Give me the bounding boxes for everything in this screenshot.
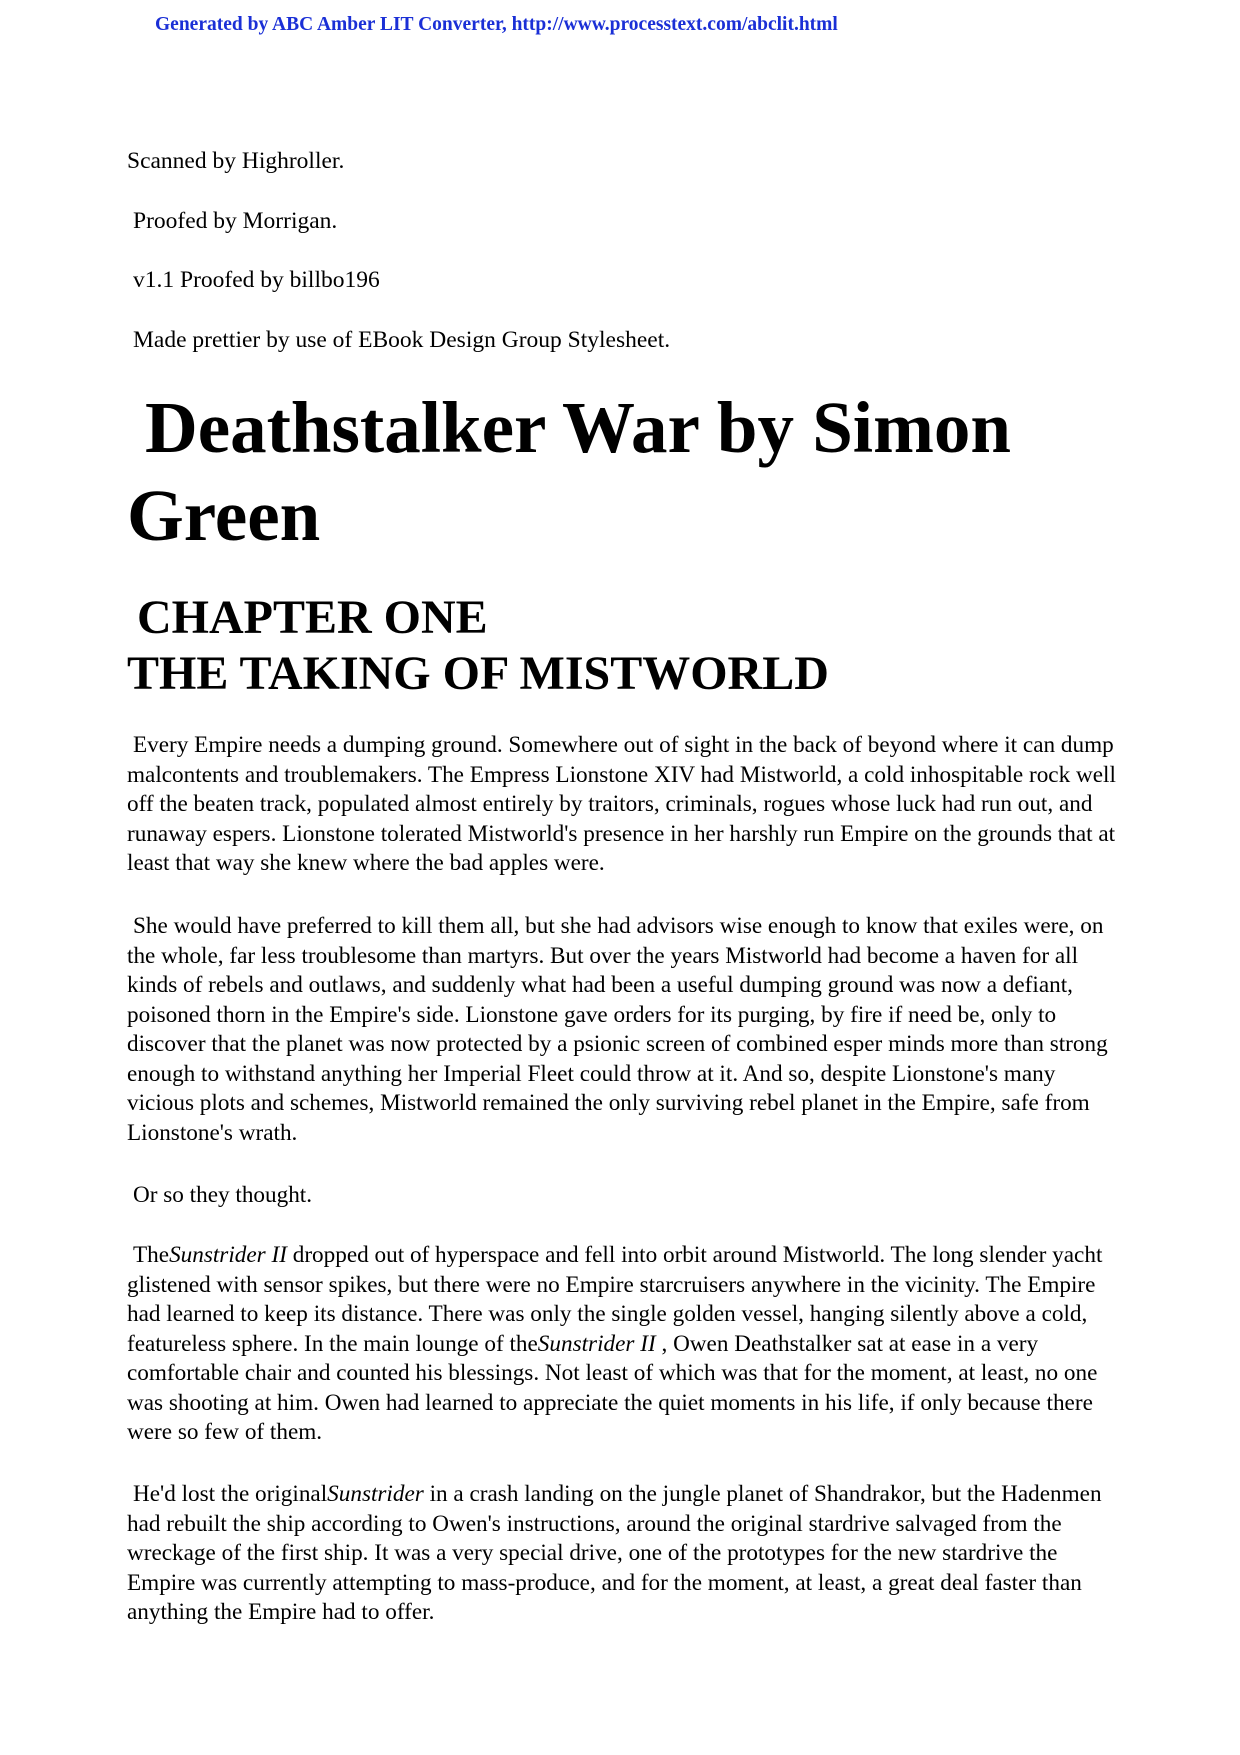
credit-proofed: Proofed by Morrigan. <box>133 208 338 234</box>
chapter-number: CHAPTER ONE <box>137 591 488 644</box>
credit-stylesheet: Made prettier by use of EBook Design Group Stylesheet. <box>133 327 671 353</box>
book-title-line-1: Deathstalker War by Simon <box>145 387 1011 468</box>
ship-name: Sunstrider II <box>169 1242 287 1268</box>
paragraph-4 <box>127 1241 1117 1448</box>
p4-text-3: , Owen Deathstalker sat at ease in a very comfortable chair and counted his blessings. Not least of which was that for the moment, at least, no one was shooting at him. Owen had learned to appreciate the quiet moments in his life, if only because there were so few of them. <box>127 1330 1098 1445</box>
chapter-heading <box>127 590 1127 702</box>
paragraph-5 <box>127 1480 1117 1628</box>
p4-text-2: dropped out of hyperspace and fell into orbit around Mistworld. The long slender yacht glistened with sensor spikes, but there were no Empire starcruisers anywhere in the vicinity. The Empire had learned to keep its distance. There was only the single golden vessel, hanging silently above a cold, featureless sphere. In the main lounge of the <box>127 1242 1103 1357</box>
paragraph-2: She would have preferred to kill them all, but she had advisors wise enough to know that exiles were, on the whole, far less troublesome than martyrs. But over the years Mistworld had become a haven for all kinds of rebels and outlaws, and suddenly what had been a useful dumping ground was now a defiant, poisoned thorn in the Empire's side. Lionstone gave orders for its purging, by fire if need be, only to discover that the planet was now protected by a psionic screen of combined esper minds more than strong enough to withstand anything her Imperial Fleet could throw at it. And so, despite Lionstone's many vicious plots and schemes, Mistworld remained the only surviving rebel planet in the Empire, safe from Lionstone's wrath. <box>127 913 1108 1146</box>
paragraph-1: Every Empire needs a dumping ground. Somewhere out of sight in the back of beyond where it can dump malcontents and troublemakers. The Empress Lionstone XIV had Mistworld, a cold inhospitable rock well off the beaten track, populated almost entirely by traitors, criminals, rogues whose luck had run out, and runaway espers. Lionstone tolerated Mistworld's presence in her harshly run Empire on the grounds that at least that way she knew where the bad apples were. <box>127 732 1116 876</box>
book-title-line-2: Green <box>127 475 321 556</box>
credit-scanned: Scanned by Highroller. <box>127 148 345 174</box>
book-title <box>127 384 1127 560</box>
ship-name: Sunstrider <box>327 1481 424 1507</box>
credit-v11: v1.1 Proofed by billbo196 <box>133 267 380 293</box>
p5-text-1: He'd lost the original <box>133 1481 328 1507</box>
p4-text-1: The <box>133 1242 170 1268</box>
ship-name: Sunstrider II <box>537 1330 656 1357</box>
p5-text-2: in a crash landing on the jungle planet of Shandrakor, but the Hadenmen had rebuilt the ship according to Owen's instructions, around the original stardrive salvaged from the wreckage of the first ship. It was a very special drive, one of the prototypes for the new stardrive the Empire was currently attempting to mass-produce, and for the moment, at least, a great deal faster than anything the Empire had to offer. <box>127 1481 1102 1625</box>
chapter-name: THE TAKING OF MISTWORLD <box>127 647 829 700</box>
converter-notice: Generated by ABC Amber LIT Converter, http://www.processtext.com/abclit.html <box>155 14 838 35</box>
paragraph-3: Or so they thought. <box>133 1182 313 1208</box>
